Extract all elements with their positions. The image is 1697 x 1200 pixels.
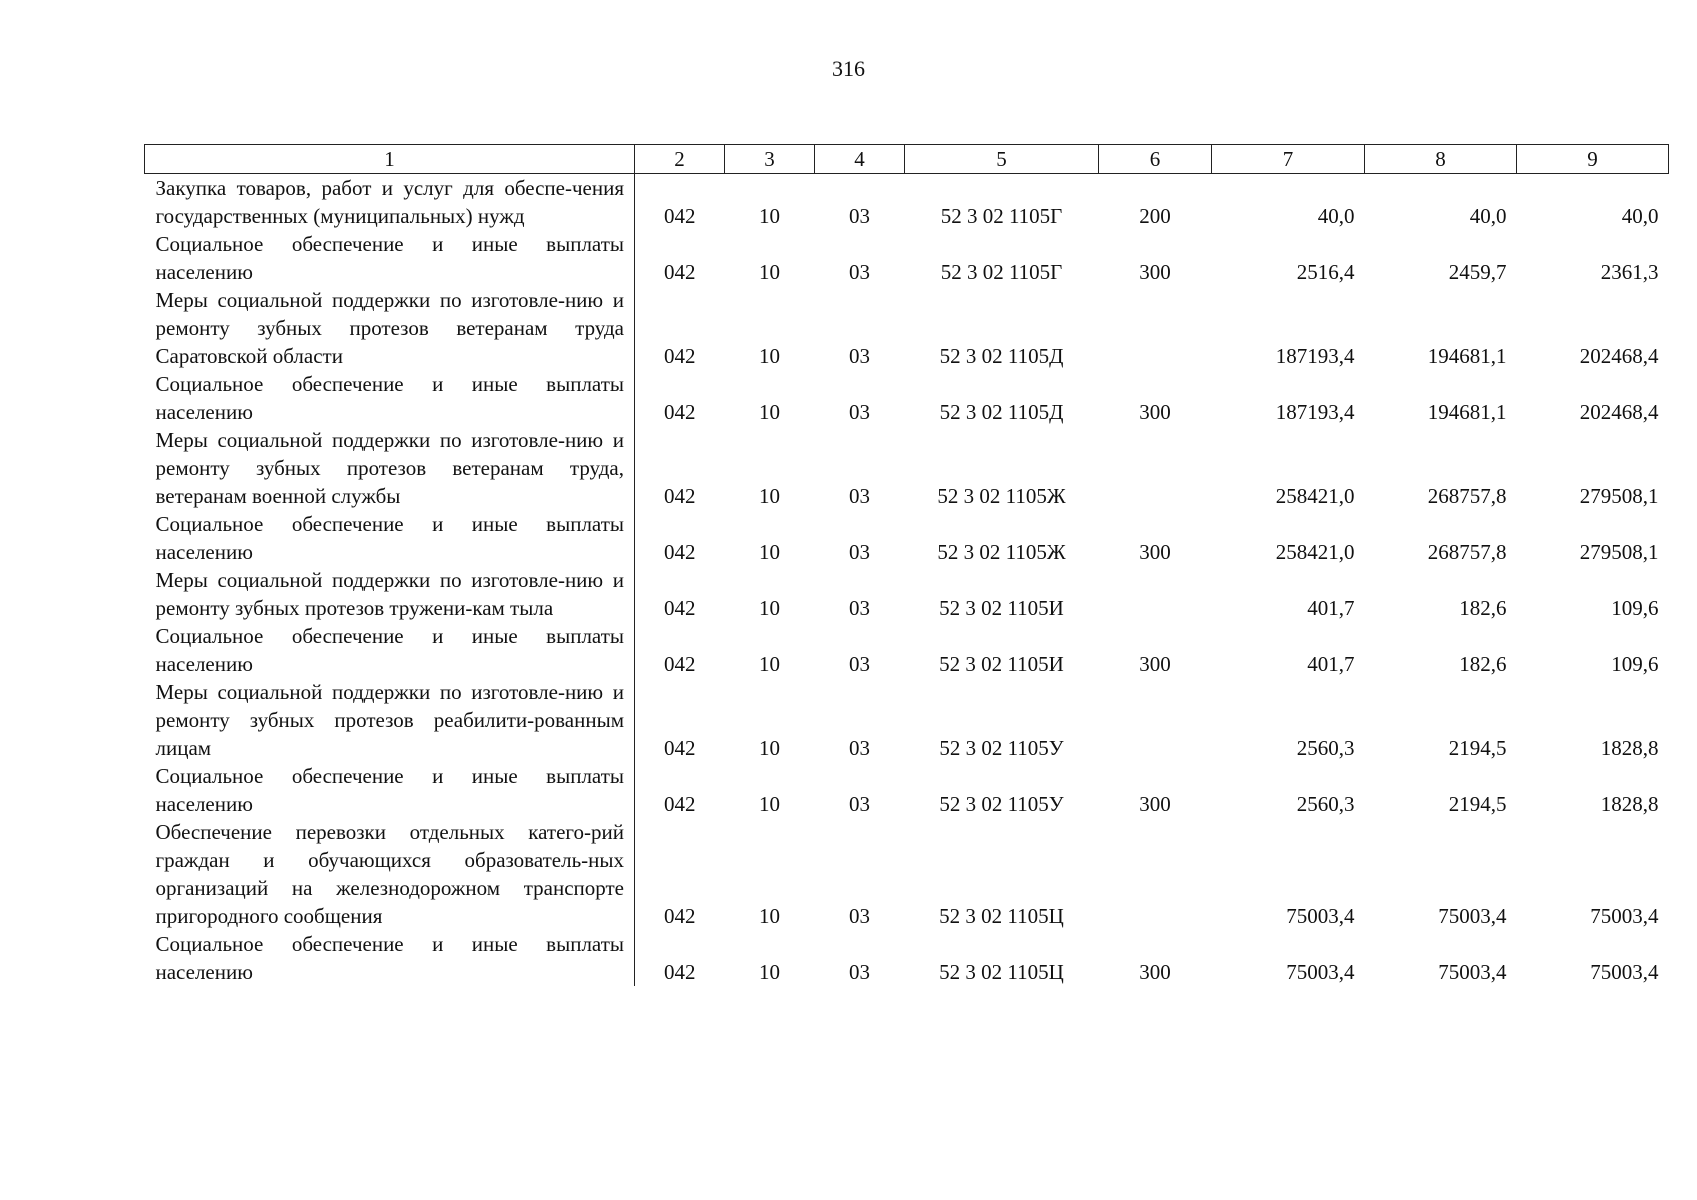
- cell-admin-code: 042: [664, 792, 696, 816]
- cell-admin-code: 042: [664, 400, 696, 424]
- cell-admin-code: 042: [664, 260, 696, 284]
- header-col-5: 5: [905, 145, 1099, 174]
- cell-amount-year-1: 40,0: [1317, 204, 1355, 228]
- cell-section: 10: [759, 400, 780, 424]
- table-row: [145, 230, 1669, 286]
- header-col-3: 3: [725, 145, 815, 174]
- cell-amount-year-2: 75003,4: [1438, 904, 1507, 928]
- cell-amount-year-3: 1828,8: [1600, 792, 1659, 816]
- cell-subsection: 03: [849, 652, 870, 676]
- cell-admin-code: 042: [664, 204, 696, 228]
- header-col-1: 1: [145, 145, 635, 174]
- cell-amount-year-1: 401,7: [1307, 596, 1355, 620]
- cell-name: Социальное обеспечение и иные выплаты населению: [145, 230, 635, 286]
- cell-subsection: 03: [849, 260, 870, 284]
- cell-section: 10: [759, 540, 780, 564]
- cell-target-article: 52 3 02 1105И: [939, 596, 1064, 620]
- cell-amount-year-3: 75003,4: [1590, 904, 1659, 928]
- cell-amount-year-2: 75003,4: [1438, 960, 1507, 984]
- budget-table: [144, 144, 1669, 986]
- cell-amount-year-3: 1828,8: [1600, 736, 1659, 760]
- cell-amount-year-2: 182,6: [1459, 596, 1507, 620]
- cell-name: Меры социальной поддержки по изготовле-нию и ремонту зубных протезов ветеранам труда Саратовской области: [145, 286, 635, 370]
- table-row: [145, 622, 1669, 678]
- cell-expense-type: 300: [1139, 260, 1171, 284]
- cell-amount-year-3: 279508,1: [1579, 540, 1659, 564]
- cell-amount-year-2: 268757,8: [1427, 540, 1507, 564]
- cell-expense-type: 300: [1139, 400, 1171, 424]
- cell-admin-code: 042: [664, 960, 696, 984]
- cell-section: 10: [759, 904, 780, 928]
- table-row: [145, 762, 1669, 818]
- table-row: [145, 426, 1669, 510]
- cell-subsection: 03: [849, 736, 870, 760]
- cell-admin-code: 042: [664, 904, 696, 928]
- cell-amount-year-1: 75003,4: [1286, 960, 1355, 984]
- header-col-6: 6: [1099, 145, 1212, 174]
- cell-amount-year-1: 187193,4: [1275, 344, 1355, 368]
- cell-expense-type: [1099, 678, 1212, 762]
- cell-amount-year-1: 401,7: [1307, 652, 1355, 676]
- table-row: [145, 930, 1669, 986]
- cell-section: 10: [759, 204, 780, 228]
- cell-target-article: 52 3 02 1105Д: [939, 400, 1064, 424]
- header-col-9: 9: [1517, 145, 1669, 174]
- table-row: [145, 174, 1669, 231]
- cell-name: Социальное обеспечение и иные выплаты населению: [145, 930, 635, 986]
- cell-expense-type: [1099, 566, 1212, 622]
- cell-amount-year-2: 268757,8: [1427, 484, 1507, 508]
- cell-name: Закупка товаров, работ и услуг для обеспе-чения государственных (муниципальных) нужд: [145, 174, 635, 231]
- cell-amount-year-2: 2459,7: [1448, 260, 1507, 284]
- cell-name: Меры социальной поддержки по изготовле-нию и ремонту зубных протезов тружени-кам тыла: [145, 566, 635, 622]
- cell-amount-year-2: 194681,1: [1427, 400, 1507, 424]
- cell-admin-code: 042: [664, 736, 696, 760]
- cell-amount-year-3: 2361,3: [1600, 260, 1659, 284]
- cell-section: 10: [759, 792, 780, 816]
- cell-admin-code: 042: [664, 540, 696, 564]
- cell-target-article: 52 3 02 1105Ж: [937, 484, 1066, 508]
- cell-section: 10: [759, 260, 780, 284]
- cell-target-article: 52 3 02 1105И: [939, 652, 1064, 676]
- cell-target-article: 52 3 02 1105Ц: [939, 960, 1064, 984]
- cell-target-article: 52 3 02 1105У: [939, 792, 1064, 816]
- cell-amount-year-3: 75003,4: [1590, 960, 1659, 984]
- cell-section: 10: [759, 960, 780, 984]
- cell-amount-year-1: 258421,0: [1275, 484, 1355, 508]
- cell-expense-type: 300: [1139, 960, 1171, 984]
- cell-subsection: 03: [849, 540, 870, 564]
- cell-amount-year-1: 75003,4: [1286, 904, 1355, 928]
- cell-expense-type: [1099, 426, 1212, 510]
- table-row: [145, 286, 1669, 370]
- cell-expense-type: 300: [1139, 792, 1171, 816]
- cell-name: Социальное обеспечение и иные выплаты населению: [145, 762, 635, 818]
- cell-expense-type: 300: [1139, 540, 1171, 564]
- cell-expense-type: 300: [1139, 652, 1171, 676]
- cell-admin-code: 042: [664, 596, 696, 620]
- cell-subsection: 03: [849, 596, 870, 620]
- cell-section: 10: [759, 652, 780, 676]
- cell-target-article: 52 3 02 1105Ц: [939, 904, 1064, 928]
- table-row: [145, 818, 1669, 930]
- cell-amount-year-2: 2194,5: [1448, 792, 1507, 816]
- cell-name: Обеспечение перевозки отдельных катего-рий граждан и обучающихся образователь-ных организаций на железнодорожном транспорте пригородного сообщения: [145, 818, 635, 930]
- cell-section: 10: [759, 344, 780, 368]
- cell-amount-year-2: 182,6: [1459, 652, 1507, 676]
- cell-amount-year-2: 40,0: [1469, 204, 1507, 228]
- header-col-7: 7: [1212, 145, 1365, 174]
- cell-name: Социальное обеспечение и иные выплаты населению: [145, 510, 635, 566]
- cell-name: Меры социальной поддержки по изготовле-нию и ремонту зубных протезов реабилити-рованным лицам: [145, 678, 635, 762]
- table-body: [145, 174, 1669, 987]
- cell-amount-year-1: 187193,4: [1275, 400, 1355, 424]
- cell-name: Социальное обеспечение и иные выплаты населению: [145, 370, 635, 426]
- cell-subsection: 03: [849, 204, 870, 228]
- cell-name: Социальное обеспечение и иные выплаты населению: [145, 622, 635, 678]
- page-number: 316: [832, 56, 865, 81]
- table-row: [145, 370, 1669, 426]
- cell-target-article: 52 3 02 1105Г: [940, 204, 1063, 228]
- cell-amount-year-1: 2560,3: [1296, 736, 1355, 760]
- cell-subsection: 03: [849, 484, 870, 508]
- table-header: [145, 145, 1669, 174]
- cell-amount-year-1: 2516,4: [1296, 260, 1355, 284]
- cell-subsection: 03: [849, 792, 870, 816]
- cell-expense-type: [1099, 818, 1212, 930]
- cell-target-article: 52 3 02 1105Д: [939, 344, 1064, 368]
- table-row: [145, 678, 1669, 762]
- cell-subsection: 03: [849, 960, 870, 984]
- cell-target-article: 52 3 02 1105У: [939, 736, 1064, 760]
- cell-admin-code: 042: [664, 344, 696, 368]
- cell-amount-year-3: 109,6: [1611, 652, 1659, 676]
- cell-amount-year-3: 202468,4: [1579, 400, 1659, 424]
- cell-section: 10: [759, 484, 780, 508]
- table-row: [145, 566, 1669, 622]
- cell-amount-year-1: 258421,0: [1275, 540, 1355, 564]
- cell-amount-year-3: 279508,1: [1579, 484, 1659, 508]
- cell-name: Меры социальной поддержки по изготовле-нию и ремонту зубных протезов ветеранам труда, ветеранам военной службы: [145, 426, 635, 510]
- header-col-8: 8: [1365, 145, 1517, 174]
- header-row: [145, 145, 1669, 174]
- cell-expense-type: [1099, 286, 1212, 370]
- cell-target-article: 52 3 02 1105Г: [940, 260, 1063, 284]
- cell-admin-code: 042: [664, 484, 696, 508]
- cell-admin-code: 042: [664, 652, 696, 676]
- cell-section: 10: [759, 596, 780, 620]
- cell-subsection: 03: [849, 904, 870, 928]
- cell-section: 10: [759, 736, 780, 760]
- cell-amount-year-2: 194681,1: [1427, 344, 1507, 368]
- cell-amount-year-3: 202468,4: [1579, 344, 1659, 368]
- cell-amount-year-3: 109,6: [1611, 596, 1659, 620]
- cell-subsection: 03: [849, 344, 870, 368]
- cell-subsection: 03: [849, 400, 870, 424]
- cell-expense-type: 200: [1139, 204, 1171, 228]
- cell-amount-year-1: 2560,3: [1296, 792, 1355, 816]
- table-row: [145, 510, 1669, 566]
- header-col-4: 4: [815, 145, 905, 174]
- cell-amount-year-2: 2194,5: [1448, 736, 1507, 760]
- cell-amount-year-3: 40,0: [1621, 204, 1659, 228]
- header-col-2: 2: [635, 145, 725, 174]
- cell-target-article: 52 3 02 1105Ж: [937, 540, 1066, 564]
